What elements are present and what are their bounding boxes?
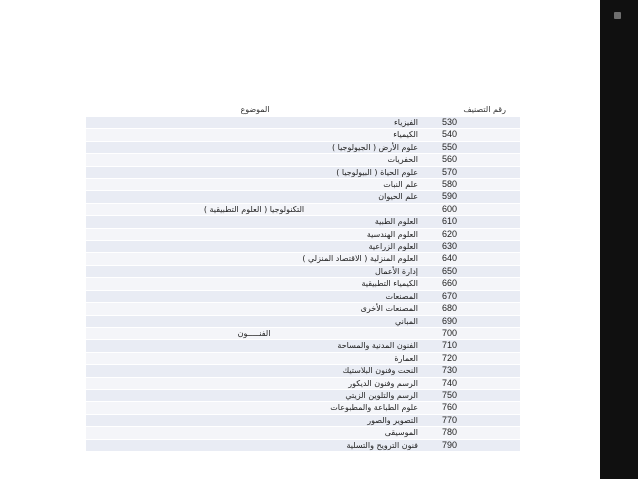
table-row (86, 141, 520, 153)
table-row (86, 327, 520, 339)
classification-number-cell: 590 (424, 191, 520, 203)
bullet-marker-icon (614, 12, 621, 19)
table-row (86, 241, 520, 253)
table-row (86, 303, 520, 315)
subject-cell: المصنعات الأخرى (86, 303, 424, 315)
classification-number-cell: 640 (424, 253, 520, 265)
subject-cell: المباني (86, 315, 424, 327)
table-row (86, 365, 520, 377)
classification-number-cell: 740 (424, 377, 520, 389)
subject-cell: الموسيقى (86, 427, 424, 439)
classification-number-cell: 580 (424, 179, 520, 191)
subject-cell: النحت وفنون البلاستيك (86, 365, 424, 377)
header-classification-number: رقم التصنيف (424, 104, 520, 117)
table-row (86, 191, 520, 203)
classification-table-container (86, 104, 520, 452)
subject-cell: الفنـــــون (86, 327, 424, 339)
table-header-row (86, 104, 520, 117)
classification-number-cell: 750 (424, 389, 520, 401)
table-row (86, 228, 520, 240)
table-row (86, 278, 520, 290)
classification-number-cell: 700 (424, 327, 520, 339)
slide-side-bar (600, 0, 638, 479)
table-row (86, 377, 520, 389)
table-row (86, 439, 520, 451)
subject-cell: علوم الحياة ( البيولوجيا ) (86, 166, 424, 178)
table-row (86, 427, 520, 439)
classification-number-cell: 600 (424, 203, 520, 215)
table-row (86, 315, 520, 327)
subject-cell: التكنولوجيا ( العلوم التطبيقية ) (86, 203, 424, 215)
subject-cell: التصوير والصور (86, 414, 424, 426)
table-row (86, 117, 520, 129)
classification-number-cell: 650 (424, 265, 520, 277)
subject-cell: العلوم الهندسية (86, 228, 424, 240)
table-row (86, 129, 520, 141)
subject-cell: العلوم الزراعية (86, 241, 424, 253)
table-row (86, 340, 520, 352)
header-subject: الموضوع (86, 104, 424, 117)
table-row (86, 154, 520, 166)
classification-number-cell: 570 (424, 166, 520, 178)
classification-number-cell: 730 (424, 365, 520, 377)
subject-cell: فنون الترويح والتسلية (86, 439, 424, 451)
subject-cell: العلوم الطبية (86, 216, 424, 228)
subject-cell: إدارة الأعمال (86, 265, 424, 277)
classification-number-cell: 560 (424, 154, 520, 166)
subject-cell: العمارة (86, 352, 424, 364)
classification-number-cell: 670 (424, 290, 520, 302)
subject-cell: علم الحيوان (86, 191, 424, 203)
subject-cell: الفنون المدنية والمساحة (86, 340, 424, 352)
subject-cell: الحفريات (86, 154, 424, 166)
subject-cell: علم النبات (86, 179, 424, 191)
table-row (86, 402, 520, 414)
table-row (86, 290, 520, 302)
table-row (86, 216, 520, 228)
classification-number-cell: 610 (424, 216, 520, 228)
classification-number-cell: 690 (424, 315, 520, 327)
table-body (86, 117, 520, 452)
classification-number-cell: 790 (424, 439, 520, 451)
subject-cell: علوم الأرض ( الجيولوجيا ) (86, 141, 424, 153)
classification-number-cell: 620 (424, 228, 520, 240)
classification-number-cell: 760 (424, 402, 520, 414)
table-row (86, 265, 520, 277)
classification-number-cell: 660 (424, 278, 520, 290)
subject-cell: الكيمياء التطبيقية (86, 278, 424, 290)
subject-cell: الرسم والتلوين الزيتي (86, 389, 424, 401)
subject-cell: علوم الطباعة والمطبوعات (86, 402, 424, 414)
classification-table (86, 104, 520, 452)
subject-cell: المصنعات (86, 290, 424, 302)
classification-number-cell: 680 (424, 303, 520, 315)
classification-number-cell: 770 (424, 414, 520, 426)
classification-number-cell: 540 (424, 129, 520, 141)
classification-number-cell: 710 (424, 340, 520, 352)
table-row (86, 253, 520, 265)
table-row (86, 166, 520, 178)
classification-number-cell: 630 (424, 241, 520, 253)
subject-cell: الفيزياء (86, 117, 424, 129)
subject-cell: الرسم وفنون الديكور (86, 377, 424, 389)
table-row (86, 179, 520, 191)
classification-number-cell: 780 (424, 427, 520, 439)
table-row (86, 203, 520, 215)
table-row (86, 352, 520, 364)
classification-number-cell: 550 (424, 141, 520, 153)
subject-cell: العلوم المنزلية ( الاقتصاد المنزلي ) (86, 253, 424, 265)
classification-number-cell: 720 (424, 352, 520, 364)
classification-number-cell: 530 (424, 117, 520, 129)
table-row (86, 414, 520, 426)
subject-cell: الكيمياء (86, 129, 424, 141)
table-row (86, 389, 520, 401)
